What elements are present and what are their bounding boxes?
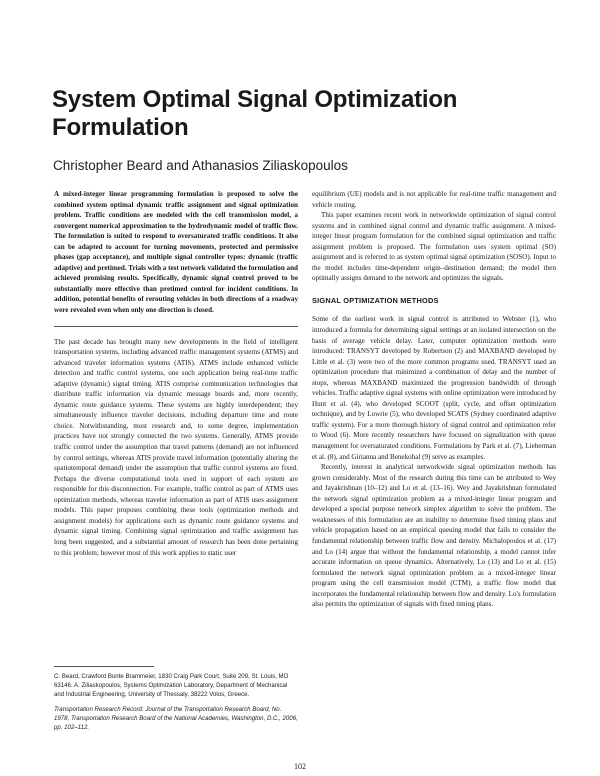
section-heading: SIGNAL OPTIMIZATION METHODS bbox=[312, 295, 439, 305]
abstract-divider bbox=[54, 326, 298, 327]
intro-paragraph-2: This paper examines recent work in networkwide optimization of signal control systems and in combined signal control and dynamic traffic assignment. A mixed-integer linear program formulation for the combined signal optimization and traffic assignment problem is proposed. The formulation uses system optimal (SO) assignment and is referred to as system optimal signal optimization (SOSO). Input to the model includes time-dependent origin–destination demand; the model then optimally assigns demand to the network and optimizes the signals. bbox=[312, 211, 556, 283]
left-column bbox=[54, 189, 298, 558]
section-paragraph-2: Recently, interest in analytical networkwide signal optimization methods has grown considerably. Most of the research during this time can be attributed to Wey and Jayakrishnan (10–12) and Lo et al. (13–16). Wey and Jayakrishnan formulated the network signal optimization problem as a mixed-integer linear program and developed a special purpose network simplex algorithm to solve the problem. The weaknesses of this formulation are an inability to determine fixed timing plans and vehicle propagation based on an empirical queuing model that fails to consider the fundamental relationship between traffic flow and density. Michalopoulos et al. (17) and Lo (14) argue that without the fundamental relationship, a model cannot infer accurate information on queue dynamics. Alternatively, Lo (13) and Lo et al. (15) formulated the network signal optimization problem as a mixed-integer linear program using the cell transmission model (CTM), a traffic flow model that incorporates the fundamental relationship between flow and density. Lo's formulation also permits the optimization of signals with fixed timing plans. bbox=[312, 463, 556, 609]
paper-title: System Optimal Signal Optimization Formulation bbox=[52, 86, 458, 141]
footnote-journal: Transportation Research Record: Journal of the Transportation Research Board, No. 1978, Transportation Research Board of the National Academies, Washington, D.C., 2006, pp. 102–112. bbox=[54, 705, 298, 731]
page-number: 102 bbox=[294, 762, 306, 771]
intro-continuation: equilibrium (UE) models and is not applicable for real-time traffic management and vehicle routing. bbox=[312, 190, 556, 209]
footnote-divider bbox=[54, 666, 154, 667]
authors: Christopher Beard and Athanasios Ziliaskopoulos bbox=[53, 158, 348, 173]
intro-paragraph: The past decade has brought many new developments in the field of intelligent transportation systems, including advanced traffic management systems (ATMS) and advanced traveler information systems (ATIS). ATMS include enhanced vehicle detection and traffic control systems, one such application being real-time traffic adaptive (dynamic) signal timing. ATIS comprise communication technologies that distribute traffic information via dynamic message boards and, more recently, dynamic route guidance systems. These systems are highly interdependent; they simultaneously influence traveler decisions, including departure time and route choice. Notwithstanding, most research and, to some degree, implementation practices have not strongly connected the two systems. Generally, ATMS provide traffic control under the assumption that travel patterns (demand) are not influenced by control settings, whereas ATIS provide travel information (potentially altering the spatiotemporal demand) under the assumption that traffic control systems are fixed. Perhaps the diverse computational tools used in support of each system are responsible for this disconnection. For example, traffic control as part of ATMS uses optimization methods, whereas traveler information as part of ATIS uses assignment models. This paper proposes combining these tools (optimization methods and assignment models) for applications such as dynamic route guidance systems and dynamic signal timing. Combining signal optimization and traffic assignment has long been suggested, and a substantial amount of research has been done pertaining to this problem; however most of this work applies to static user bbox=[54, 337, 298, 557]
footnote bbox=[54, 673, 298, 732]
section-paragraph-1: Some of the earliest work in signal control is attributed to Webster (1), who introduced a formula for determining signal settings at an isolated intersection on the basis of average vehicle delay. Later, computer optimization methods were introduced: TRANSYT developed by Robertson (2) and MAXBAND developed by Little et al. (3) were two of the more common programs used. TRANSYT used an optimization procedure that minimized a combination of delay and the number of stops, whereas MAXBAND maximized the progression bandwidth of through vehicles. Traffic adaptive signal systems with online optimization were introduced by Hunt et al. (4), who developed SCOOT (split, cycle, and offset optimization technique), and by Lowrie (5), who developed SCATS (Sydney coordinated adaptive traffic system). For a more thorough history of signal control and optimization refer to Wood (6). More recently researchers have focused on signalization with queue management for oversaturated conditions. Formulations by Park et al. (7), Lieberman et al. (8), and Girianna and Benekohal (9) serve as examples. bbox=[312, 315, 556, 461]
footnote-affiliation: C. Beard, Crawford Bunte Brammeier, 1830 Craig Park Court, Suite 209, St. Louis, MO 63146. A. Ziliaskopoulos, Systems Optimization Laboratory, Department of Mechanical and Industrial Engineering, University of Thessaly, 38222 Volos, Greece. bbox=[54, 673, 289, 698]
abstract: A mixed-integer linear programming formulation is proposed to solve the combined system optimal dynamic traffic assignment and signal optimization problem. Traffic conditions are modeled with the cell transmission model, a convergent numerical approximation to the hydrodynamic model of traffic flow. The formulation is suited to respond to oversaturated traffic conditions. It also can be adapted to account for turning movements, protected and permissive phases (gap acceptance), and multiple signal controller types: dynamic (traffic adaptive) and pretimed. Trials with a test network validated the formulation and achieved promising results. Specifically, dynamic signal control proved to be substantially more effective than pretimed control for incident conditions. In addition, potential benefits of rerouting vehicles in both directions of a roadway were revealed even when only one direction is closed. bbox=[54, 190, 298, 315]
right-column bbox=[312, 189, 556, 610]
